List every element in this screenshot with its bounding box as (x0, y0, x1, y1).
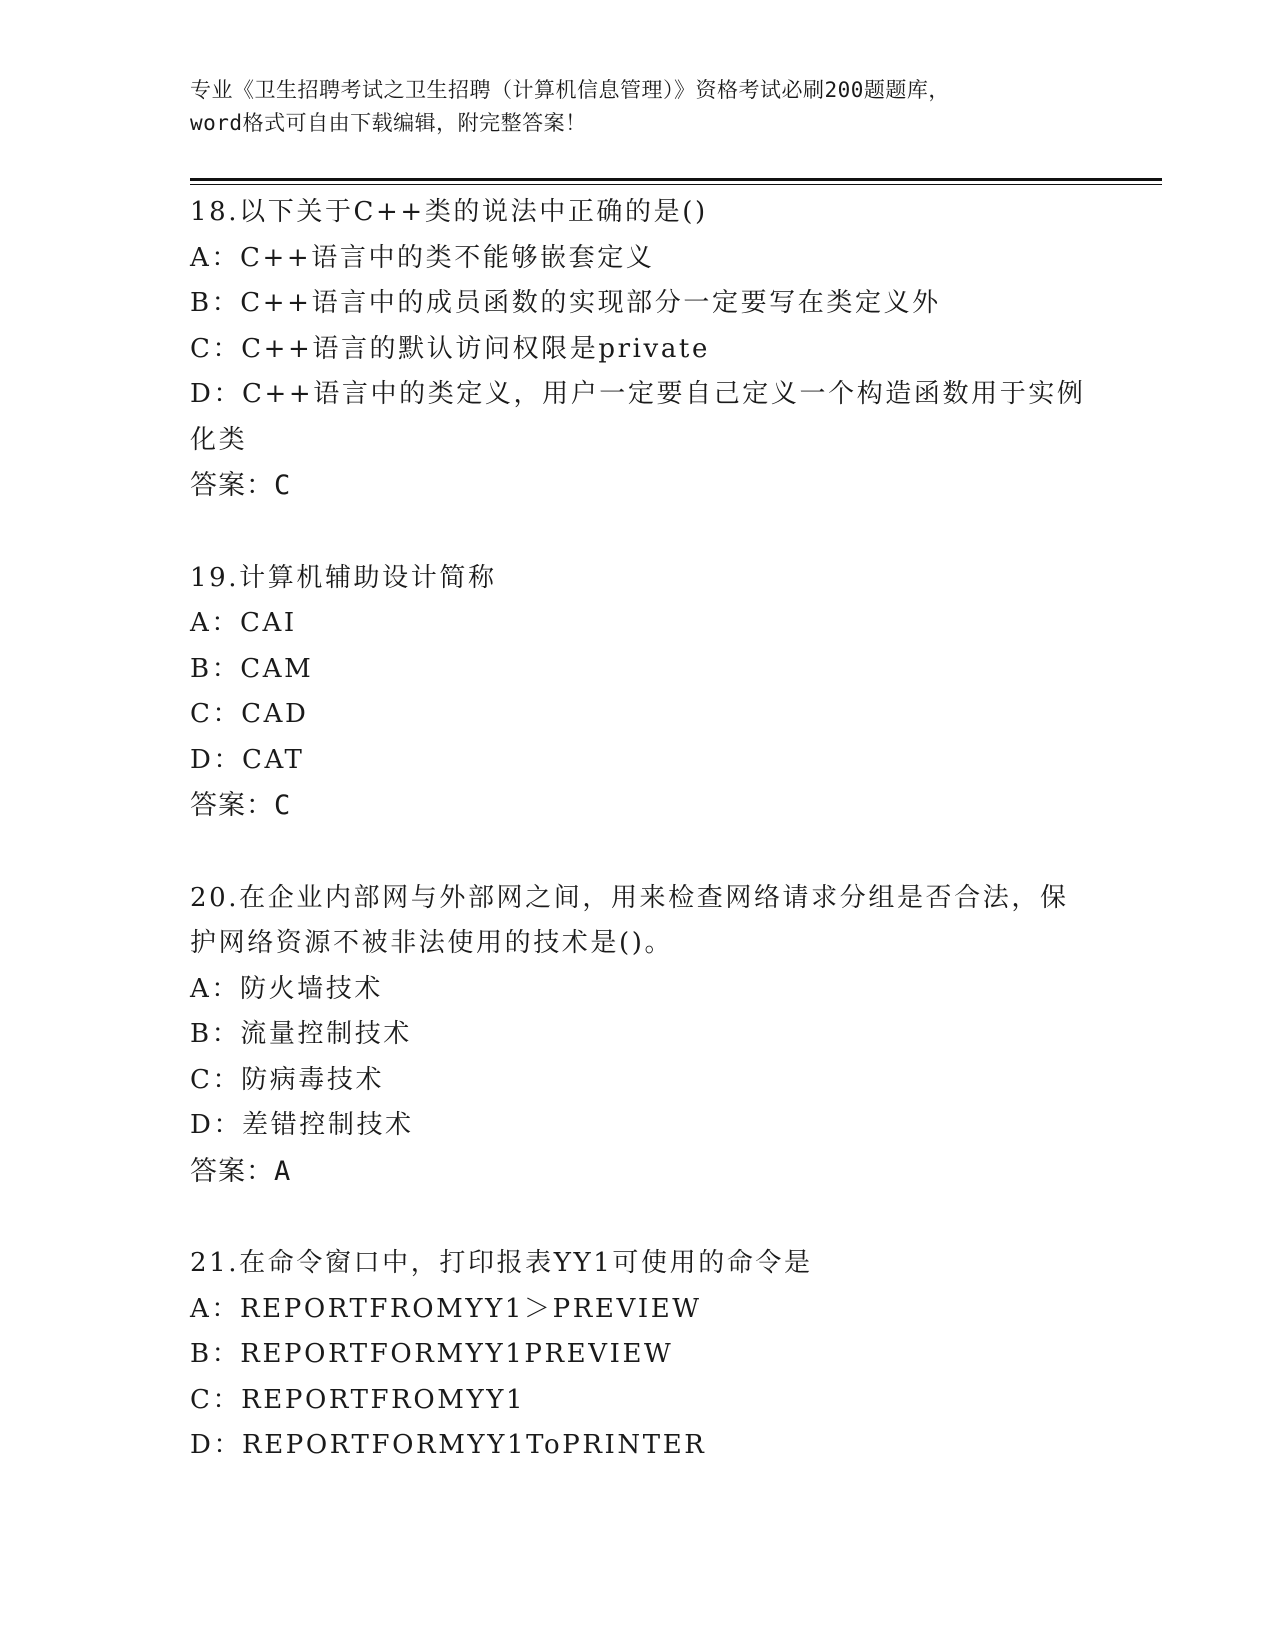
question-stem: 19.计算机辅助设计简称 (190, 562, 497, 593)
question-21 (190, 1241, 1090, 1469)
question-stem: 18.以下关于C++类的说法中正确的是() (190, 197, 708, 227)
option-a: A：REPORTFROMYY1＞PREVIEW (190, 1293, 702, 1324)
header-line-1: 专业《卫生招聘考试之卫生招聘（计算机信息管理）》资格考试必刷200题题库， (190, 78, 950, 102)
option-c: C：CAD (190, 699, 309, 729)
option-c: C：C++语言的默认访问权限是private (190, 333, 710, 364)
question-list (190, 190, 1090, 1516)
question-stem: 20.在企业内部网与外部网之间，用来检查网络请求分组是否合法，保 (190, 882, 1069, 913)
option-b: B：REPORTFORMYY1PREVIEW (190, 1339, 674, 1369)
option-b: B：CAM (190, 653, 314, 684)
answer-label: 答案：A (190, 1155, 292, 1187)
option-b: B：C++语言中的成员函数的实现部分一定要写在类定义外 (190, 288, 941, 318)
question-stem-continuation: 护网络资源不被非法使用的技术是()。 (190, 928, 674, 958)
question-stem: 21.在命令窗口中，打印报表YY1可使用的命令是 (190, 1248, 813, 1278)
header-divider-thick (190, 178, 1162, 181)
header-line-2: word格式可自由下载编辑，附完整答案！ (190, 111, 587, 135)
option-b: B：流量控制技术 (190, 1019, 412, 1049)
document-header (190, 74, 1090, 140)
option-d-continuation: 化类 (190, 424, 248, 455)
option-d: D：CAT (190, 744, 305, 775)
option-a: A：C++语言中的类不能够嵌套定义 (190, 242, 655, 273)
header-divider-thin (190, 184, 1162, 185)
option-d: D：REPORTFORMYY1ToPRINTER (190, 1430, 707, 1460)
answer-label: 答案：C (190, 790, 292, 821)
question-20 (190, 876, 1090, 1195)
option-d: D：C++语言中的类定义，用户一定要自己定义一个构造函数用于实例 (190, 379, 1086, 409)
option-a: A：CAI (190, 608, 297, 638)
option-a: A：防火墙技术 (190, 973, 383, 1004)
question-19 (190, 556, 1090, 829)
option-d: D：差错控制技术 (190, 1110, 414, 1140)
question-18 (190, 190, 1090, 509)
option-c: C：REPORTFROMYY1 (190, 1384, 526, 1415)
option-c: C：防病毒技术 (190, 1064, 385, 1095)
answer-label: 答案：C (190, 470, 292, 501)
